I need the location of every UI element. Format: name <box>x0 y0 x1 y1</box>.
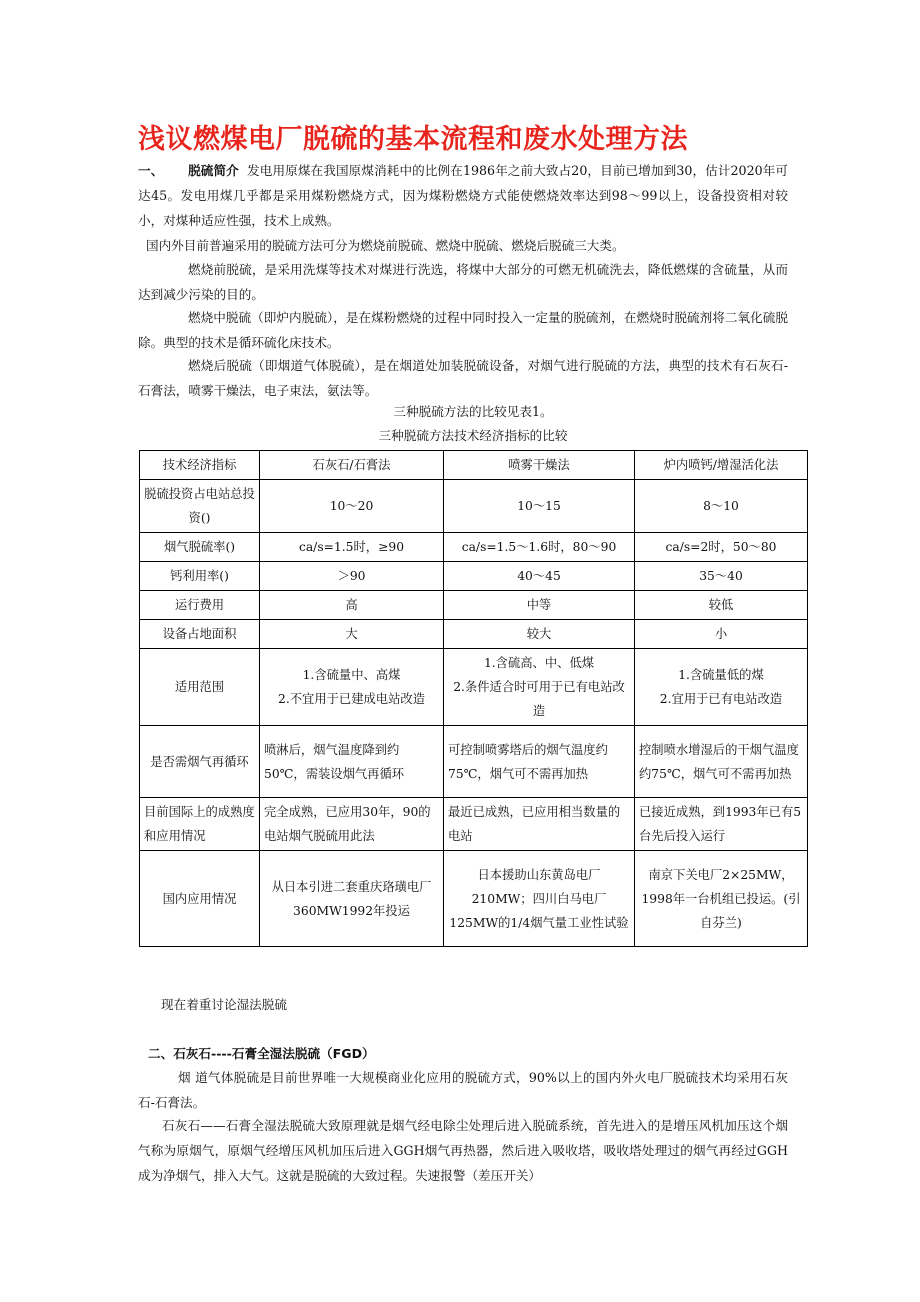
table-row <box>140 480 808 533</box>
cell-value: 35～40 <box>635 562 808 591</box>
table-caption: 三种脱硫方法技术经济指标的比较 <box>378 428 568 443</box>
comparison-table <box>139 450 808 947</box>
wet-desulfurization-note: 现在着重讨论湿法脱硫 <box>161 997 287 1012</box>
header-limestone-gypsum: 石灰石/石膏法 <box>260 451 444 480</box>
post-combustion-paragraph: 燃烧后脱硫（即烟道气体脱硫），是在烟道处加装脱硫设备，对烟气进行脱硫的方法，典型的技术有石灰石-石膏法，喷雾干燥法，电子束法，氨法等。 <box>138 358 788 398</box>
cell-value: 40～45 <box>444 562 635 591</box>
cell-value: 10～20 <box>260 480 444 533</box>
cell-value: 南京下关电厂2×25MW，1998年一台机组已投运。(引自芬兰) <box>635 851 808 947</box>
table-row <box>140 851 808 947</box>
cell-value: 中等 <box>444 591 635 620</box>
cell-value: 较大 <box>444 620 635 649</box>
cell-indicator: 适用范围 <box>140 649 260 726</box>
cell-value: 8～10 <box>635 480 808 533</box>
cell-value: 小 <box>635 620 808 649</box>
cell-value: ca/s=1.5时，≥90 <box>260 533 444 562</box>
cell-value: 最近已成熟，已应用相当数量的电站 <box>444 798 635 851</box>
cell-value: 10～15 <box>444 480 635 533</box>
intro-text: 发电用原煤在我国原煤消耗中的比例在1986年之前大致占20，目前已增加到30，估计2020年可达45。发电用煤几乎都是采用煤粉燃烧方式，因为煤粉燃烧方式能使燃烧效率达到98～99以上，设备投资相对较小，对煤种适应性强，技术上成熟。 <box>138 163 788 228</box>
header-furnace-calcium: 炉内喷钙/增湿活化法 <box>635 451 808 480</box>
cell-indicator: 钙利用率() <box>140 562 260 591</box>
table-row <box>140 620 808 649</box>
cell-value: 完全成熟，已应用30年，90的电站烟气脱硫用此法 <box>260 798 444 851</box>
cell-value: ＞90 <box>260 562 444 591</box>
cell-value: 控制喷水增湿后的干烟气温度约75℃，烟气可不需再加热 <box>635 726 808 798</box>
table-row <box>140 533 808 562</box>
cell-value: 大 <box>260 620 444 649</box>
cell-value: 1.含硫高、中、低煤 2.条件适合时可用于已有电站改造 <box>444 649 635 726</box>
table-row <box>140 649 808 726</box>
intro-number: 一、 <box>138 163 164 178</box>
cell-value: 高 <box>260 591 444 620</box>
cell-indicator: 国内应用情况 <box>140 851 260 947</box>
cell-value: 1.含硫量低的煤 2.宜用于已有电站改造 <box>635 649 808 726</box>
cell-value: 1.含硫量中、高煤 2.不宜用于已建成电站改造 <box>260 649 444 726</box>
table-row <box>140 726 808 798</box>
cell-value: 可控制喷雾塔后的烟气温度约75℃，烟气可不需再加热 <box>444 726 635 798</box>
cell-indicator: 运行费用 <box>140 591 260 620</box>
section-heading: 二、石灰石----石膏全湿法脱硫（FGD） <box>148 1046 375 1061</box>
intro-heading: 脱硫简介 <box>188 163 239 178</box>
cell-indicator: 是否需烟气再循环 <box>140 726 260 798</box>
fgd-intro-paragraph: 烟 道气体脱硫是目前世界唯一大规模商业化应用的脱硫方式，90%以上的国内外火电厂脱硫技术均采用石灰石-石膏法。 <box>138 1070 788 1110</box>
table-row <box>140 798 808 851</box>
methods-paragraph: 国内外目前普遍采用的脱硫方法可分为燃烧前脱硫、燃烧中脱硫、燃烧后脱硫三大类。 <box>146 238 625 253</box>
table-reference: 三种脱硫方法的比较见表1。 <box>393 404 553 419</box>
cell-value: ca/s=1.5～1.6时，80～90 <box>444 533 635 562</box>
cell-indicator: 目前国际上的成熟度和应用情况 <box>140 798 260 851</box>
table-row <box>140 591 808 620</box>
document-title: 浅议燃煤电厂脱硫的基本流程和废水处理方法 <box>138 124 688 155</box>
table-header-row <box>140 451 808 480</box>
cell-indicator: 烟气脱硫率() <box>140 533 260 562</box>
table-row <box>140 562 808 591</box>
cell-indicator: 设备占地面积 <box>140 620 260 649</box>
cell-value: 较低 <box>635 591 808 620</box>
cell-indicator: 脱硫投资占电站总投资() <box>140 480 260 533</box>
pre-combustion-paragraph: 燃烧前脱硫，是采用洗煤等技术对煤进行洗选，将煤中大部分的可燃无机硫洗去，降低燃煤的含硫量，从而达到减少污染的目的。 <box>138 262 788 302</box>
cell-value: ca/s=2时，50～80 <box>635 533 808 562</box>
cell-value: 已接近成熟，到1993年已有5台先后投入运行 <box>635 798 808 851</box>
cell-value: 从日本引进二套重庆珞璜电厂360MW1992年投运 <box>260 851 444 947</box>
cell-value: 日本援助山东黄岛电厂210MW；四川白马电厂125MW的1/4烟气量工业性试验 <box>444 851 635 947</box>
intro-paragraph <box>138 158 788 233</box>
header-indicator: 技术经济指标 <box>140 451 260 480</box>
in-combustion-paragraph: 燃烧中脱硫（即炉内脱硫），是在煤粉燃烧的过程中同时投入一定量的脱硫剂，在燃烧时脱硫剂将二氧化硫脱除。典型的技术是循环硫化床技术。 <box>138 310 788 350</box>
fgd-process-paragraph: 石灰石——石膏全湿法脱硫大致原理就是烟气经电除尘处理后进入脱硫系统，首先进入的是增压风机加压这个烟气称为原烟气，原烟气经增压风机加压后进入GGH烟气再热器，然后进入吸收塔，吸收塔处理过的烟气再经过GGH成为净烟气，排入大气。这就是脱硫的大致过程。失速报警（差压开关） <box>138 1118 788 1183</box>
cell-value: 喷淋后，烟气温度降到约50℃，需装设烟气再循环 <box>260 726 444 798</box>
header-spray-drying: 喷雾干燥法 <box>444 451 635 480</box>
